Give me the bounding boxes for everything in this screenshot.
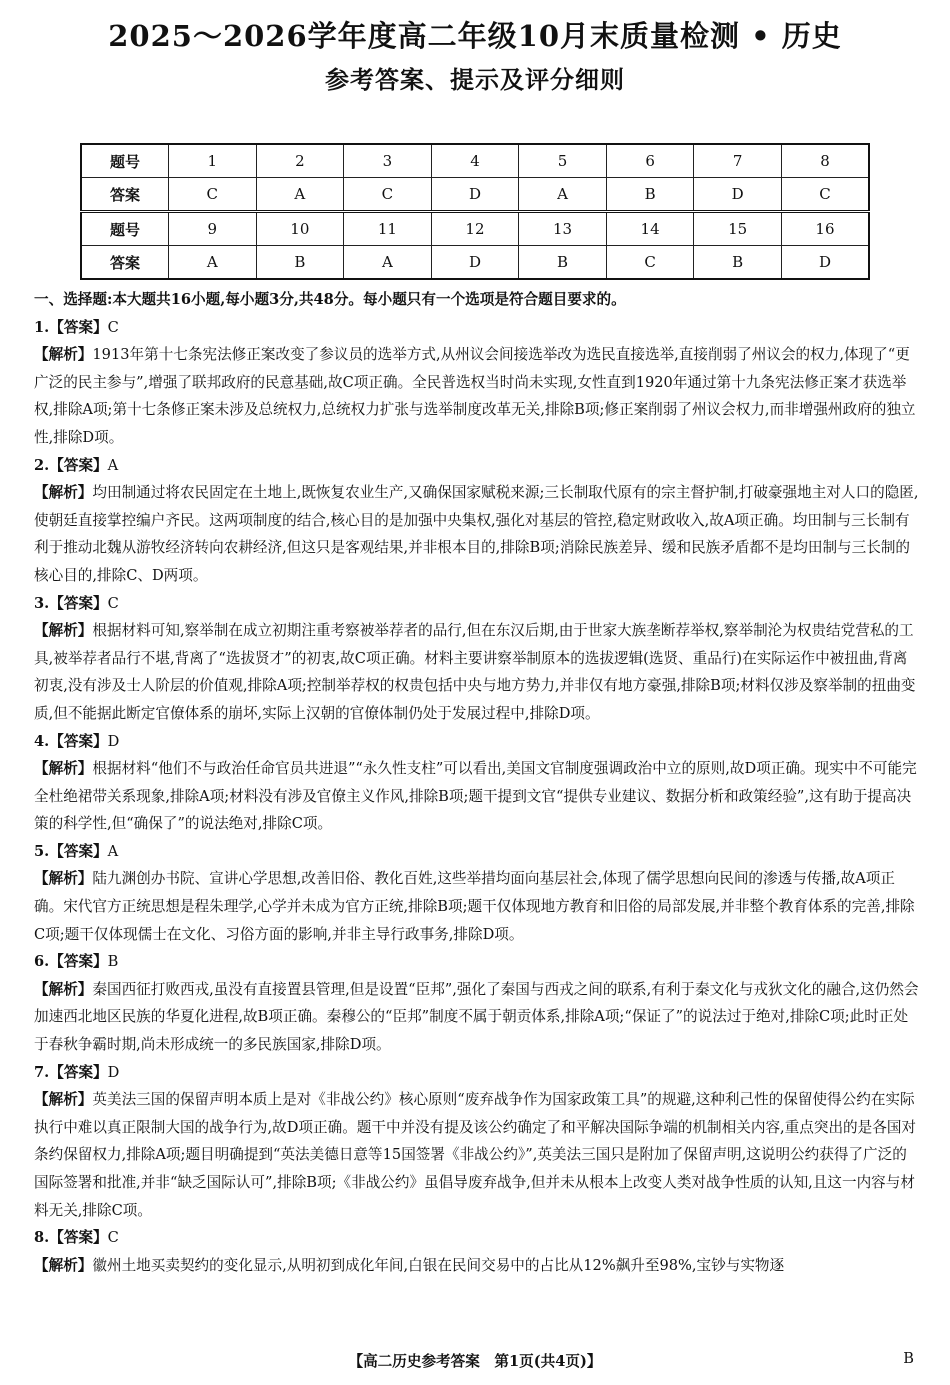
table-cell: 2 [256, 144, 344, 178]
answer-tag: 【答案】 [49, 456, 108, 474]
table-cell: D [431, 178, 519, 212]
analysis-tag: 【解析】 [34, 870, 93, 888]
table-cell: D [431, 246, 519, 280]
table-cell: 9 [169, 212, 257, 246]
table-cell: D [781, 246, 869, 280]
answer-value: D [107, 732, 120, 750]
analysis-text: 秦国西征打败西戎,虽没有直接置县管理,但是设置“臣邦”,强化了秦国与西戎之间的联系,有利于秦文化与戎狄文化的融合,这仍然会加速西北地区民族的华夏化进程,故B项正确。秦穆公的“臣邦”制度不属于朝贡体系,排除A项;“保证了”的说法过于绝对,排除C项;此时正处于春秋争霸时期,尚未形成统一的多民族国家,排除D项。 [34, 980, 919, 1054]
analysis-tag: 【解析】 [34, 760, 93, 778]
analysis-text: 英美法三国的保留声明本质上是对《非战公约》核心原则“废弃战争作为国家政策工具”的规避,这种利己性的保留使得公约在实际执行中难以真正限制大国的战争行为,故D项正确。题干中并没有提及该公约确定了和平解决国际争端的机制相关内容,重点突出的是各国对条约保留权力,排除A项;题目明确提到“英法美德日意等15国签署《非战公约》”,英美法三国只是附加了保留声明,这说明公约获得了广泛的国际签署和批准,并非“缺乏国际认可”,排除B项;《非战公约》虽倡导废弃战争,但并未从根本上改变人类对战争性质的认知,且这一内容与材料无关,排除C项。 [34, 1091, 917, 1219]
analysis-tag: 【解析】 [34, 1256, 93, 1274]
analysis-paragraph [34, 976, 920, 1059]
answer-value: C [107, 318, 119, 336]
answer-table-row [81, 246, 869, 280]
question-answer-line [34, 314, 920, 342]
analysis-tag: 【解析】 [34, 622, 93, 640]
question-number: 4. [34, 732, 50, 750]
row-label: 题号 [81, 144, 169, 178]
answer-table-row [81, 212, 869, 246]
analysis-paragraph [34, 341, 920, 451]
table-cell: 3 [344, 144, 432, 178]
table-cell: C [169, 178, 257, 212]
analysis-paragraph [34, 755, 920, 838]
answer-value: A [107, 456, 119, 474]
table-cell: B [694, 246, 782, 280]
question-answer-line [34, 728, 920, 756]
answer-tag: 【答案】 [49, 594, 108, 612]
question-answer-line [34, 1224, 920, 1252]
table-cell: 6 [606, 144, 694, 178]
analysis-tag: 【解析】 [34, 484, 93, 502]
analysis-paragraph [34, 617, 920, 727]
analysis-text: 根据材料可知,察举制在成立初期注重考察被举荐者的品行,但在东汉后期,由于世家大族垄断荐举权,察举制沦为权贵结党营私的工具,被举荐者品行不堪,背离了“选拔贤才”的初衷,故C项正确。材料主要讲察举制原本的选拔逻辑(选贤、重品行)在实际运作中被扭曲,背离初衷,没有涉及士人阶层的价值观,排除A项;控制举荐权的权贵包括中央与地方势力,并非仅有地方豪强,排除B项;材料仅涉及察举制的扭曲变质,但不能据此断定官僚体系的崩坏,实际上汉朝的官僚体制仍处于发展过程中,排除D项。 [34, 622, 916, 722]
analysis-tag: 【解析】 [34, 980, 93, 998]
table-cell: 5 [519, 144, 607, 178]
answer-tag: 【答案】 [49, 1063, 108, 1081]
analysis-text: 1913年第十七条宪法修正案改变了参议员的选举方式,从州议会间接选举改为选民直接选举,直接削弱了州议会的权力,体现了“更广泛的民主参与”,增强了联邦政府的民意基础,故C项正确。全民普选权当时尚未实现,女性直到1920年通过第十九条宪法修正案才获选举权,排除A项;第十七条修正案未涉及总统权力,总统权力扩张与选举制度改革无关,排除B项;修正案削弱了州议会权力,而非增强州政府的独立性,排除D项。 [34, 346, 916, 446]
question-number: 6. [34, 953, 50, 971]
answer-tag: 【答案】 [49, 732, 108, 750]
answer-value: C [107, 1229, 119, 1247]
question-answer-line [34, 452, 920, 480]
page-title: 2025～2026学年度高二年级10月末质量检测 • 历史 [108, 19, 842, 53]
answer-tag: 【答案】 [49, 1229, 108, 1247]
row-label: 答案 [81, 246, 169, 280]
table-cell: C [344, 178, 432, 212]
version-mark: B [903, 1350, 914, 1367]
question-number: 2. [34, 456, 50, 474]
answer-explanations [34, 286, 920, 1279]
table-cell: A [344, 246, 432, 280]
page-footer: 【高二历史参考答案 第1页(共4页)】 [348, 1353, 602, 1370]
table-cell: 14 [606, 212, 694, 246]
answer-value: D [107, 1063, 120, 1081]
question-answer-line [34, 590, 920, 618]
question-answer-line [34, 838, 920, 866]
question-number: 8. [34, 1229, 50, 1247]
analysis-paragraph [34, 865, 920, 948]
table-cell: 4 [431, 144, 519, 178]
table-cell: C [781, 178, 869, 212]
table-cell: B [519, 246, 607, 280]
analysis-tag: 【解析】 [34, 1091, 93, 1109]
table-cell: 7 [694, 144, 782, 178]
table-cell: B [606, 178, 694, 212]
table-cell: D [694, 178, 782, 212]
analysis-text: 均田制通过将农民固定在土地上,既恢复农业生产,又确保国家赋税来源;三长制取代原有的宗主督护制,打破豪强地主对人口的隐匿,使朝廷直接掌控编户齐民。这两项制度的结合,核心目的是加强中央集权,强化对基层的管控,稳定财政收入,故A项正确。均田制与三长制有利于推动北魏从游牧经济转向农耕经济,但这只是客观结果,并非根本目的,排除B项;消除民族差异、缓和民族矛盾都不是均田制与三长制的核心目的,排除C、D两项。 [34, 484, 919, 584]
question-answer-line [34, 948, 920, 976]
question-number: 7. [34, 1063, 50, 1081]
question-answer-line [34, 1059, 920, 1087]
table-cell: 1 [169, 144, 257, 178]
table-cell: 11 [344, 212, 432, 246]
row-label: 答案 [81, 178, 169, 212]
question-number: 5. [34, 842, 50, 860]
table-cell: C [606, 246, 694, 280]
table-cell: A [519, 178, 607, 212]
analysis-text: 陆九渊创办书院、宣讲心学思想,改善旧俗、教化百姓,这些举措均面向基层社会,体现了儒学思想向民间的渗透与传播,故A项正确。宋代官方正统思想是程朱理学,心学并未成为官方正统,排除B项;题干仅体现地方教育和旧俗的局部发展,并非整个教育体系的完善,排除C项;题干仅体现儒士在文化、习俗方面的影响,并非主导行政事务,排除D项。 [34, 870, 915, 943]
answer-tag: 【答案】 [49, 953, 108, 971]
table-cell: 10 [256, 212, 344, 246]
analysis-paragraph [34, 1252, 920, 1280]
question-number: 1. [34, 318, 50, 336]
table-cell: 8 [781, 144, 869, 178]
table-cell: 12 [431, 212, 519, 246]
analysis-text: 徽州土地买卖契约的变化显示,从明初到成化年间,白银在民间交易中的占比从12%飙升至98%,宝钞与实物逐 [92, 1256, 785, 1274]
page-subtitle: 参考答案、提示及评分细则 [325, 65, 625, 94]
table-cell: A [256, 178, 344, 212]
answer-tag: 【答案】 [49, 318, 108, 336]
answer-value: B [107, 953, 119, 971]
table-cell: 16 [781, 212, 869, 246]
question-number: 3. [34, 594, 50, 612]
analysis-paragraph [34, 1086, 920, 1224]
table-cell: A [169, 246, 257, 280]
answer-table [80, 143, 870, 280]
analysis-tag: 【解析】 [34, 346, 93, 364]
answer-table-row [81, 144, 869, 178]
answer-value: C [107, 594, 119, 612]
analysis-paragraph [34, 479, 920, 589]
table-cell: B [256, 246, 344, 280]
analysis-text: 根据材料“他们不与政治任命官员共进退”“永久性支柱”可以看出,美国文官制度强调政治中立的原则,故D项正确。现实中不可能完全杜绝裙带关系现象,排除A项;材料没有涉及官僚主义作风,排除B项;题干提到文官“提供专业建议、数据分析和政策经验”,这有助于提高决策的科学性,但“确保了”的说法绝对,排除C项。 [34, 760, 917, 833]
table-cell: 15 [694, 212, 782, 246]
section-heading: 一、选择题:本大题共16小题,每小题3分,共48分。每小题只有一个选项是符合题目要求的。 [34, 291, 626, 308]
table-cell: 13 [519, 212, 607, 246]
answer-table-row [81, 178, 869, 212]
answer-value: A [107, 842, 119, 860]
row-label: 题号 [81, 212, 169, 246]
answer-tag: 【答案】 [49, 842, 108, 860]
